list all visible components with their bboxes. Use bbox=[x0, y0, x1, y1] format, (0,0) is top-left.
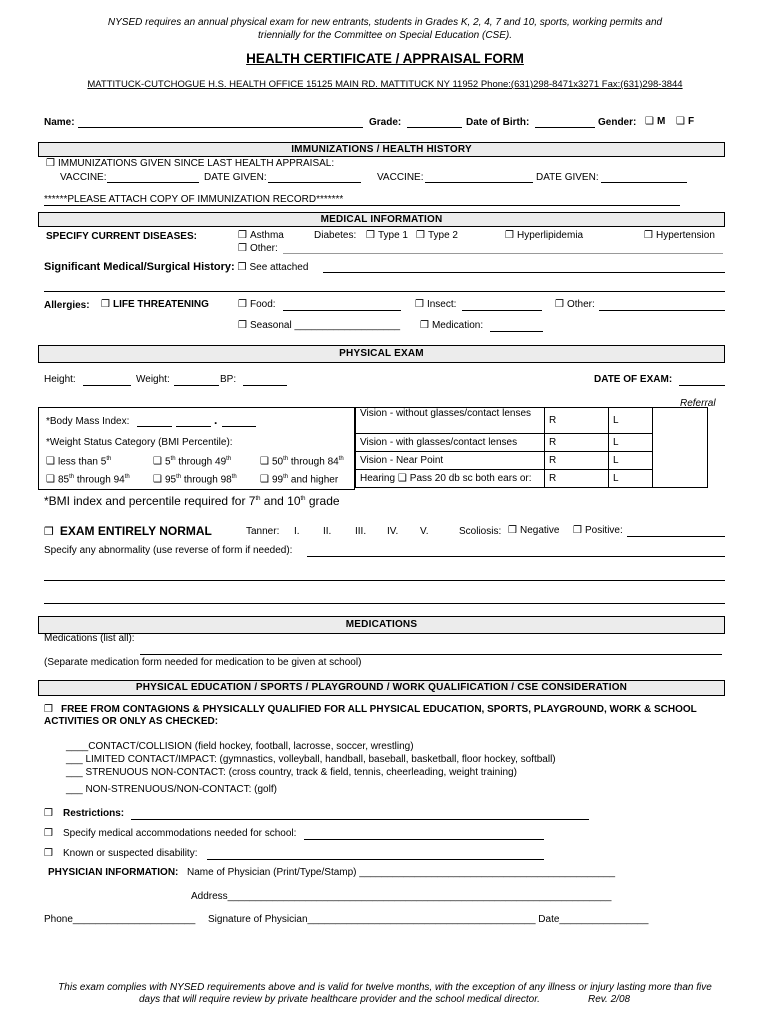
physician-signature-date-field[interactable]: Signature of Physician_________________________________________ Date________________ bbox=[208, 914, 649, 925]
height-label: Height: bbox=[44, 374, 76, 385]
medications-list-label: Medications (list all): bbox=[44, 633, 135, 644]
checkbox-icon: ❒ bbox=[420, 320, 429, 331]
name-label: Name: bbox=[44, 117, 75, 128]
hyperlipidemia-option[interactable] bbox=[505, 230, 583, 241]
percentile-option-5[interactable]: ❑ 95th through 98th bbox=[153, 474, 237, 486]
scoliosis-positive-option[interactable]: ❒ Positive: bbox=[573, 525, 623, 536]
weight-status-label: *Weight Status Category (BMI Percentile): bbox=[46, 437, 233, 448]
checkbox-icon: ❑ bbox=[46, 456, 55, 468]
seasonal-label: Seasonal ___________________ bbox=[249, 320, 401, 331]
restrictions-label: Restrictions: bbox=[62, 808, 125, 819]
accommodations-option[interactable] bbox=[44, 828, 296, 839]
tanner-stage-5[interactable]: V. bbox=[420, 526, 429, 537]
other-allergy-label: Other: bbox=[566, 299, 595, 310]
medications-heading: MEDICATIONS bbox=[38, 616, 725, 634]
insect-allergy-field[interactable] bbox=[462, 310, 542, 311]
restrictions-option[interactable] bbox=[44, 808, 124, 819]
exam-normal-label: EXAM ENTIRELY NORMAL bbox=[59, 524, 212, 538]
disability-field[interactable] bbox=[207, 859, 544, 860]
gender-male-option[interactable] bbox=[645, 116, 665, 127]
diabetes-type2-option[interactable] bbox=[416, 230, 458, 241]
bmi-field-1[interactable] bbox=[137, 426, 172, 427]
abnormality-field-1[interactable] bbox=[307, 556, 725, 557]
checkbox-icon: ❑ bbox=[153, 474, 162, 486]
bmi-label: *Body Mass Index: bbox=[46, 416, 130, 427]
life-threatening-option[interactable] bbox=[101, 299, 209, 310]
bmi-requirement-note: *BMI index and percentile required for 7th and 10th grade bbox=[44, 494, 340, 508]
bmi-field-2[interactable] bbox=[176, 426, 211, 427]
other-allergy-option[interactable] bbox=[555, 299, 595, 310]
physician-info-label: PHYSICIAN INFORMATION: bbox=[48, 867, 179, 878]
immunizations-given-label: IMMUNIZATIONS GIVEN SINCE LAST HEALTH APPRAISAL: bbox=[57, 158, 335, 169]
percentile-option-4[interactable]: ❑ 85th through 94th bbox=[46, 474, 130, 486]
height-field[interactable] bbox=[83, 385, 131, 386]
checkbox-icon: ❒ bbox=[44, 525, 54, 538]
table-row bbox=[356, 408, 708, 434]
gender-label: Gender: bbox=[598, 117, 637, 128]
checkbox-icon[interactable]: ❒ bbox=[237, 262, 247, 273]
referral-cell[interactable] bbox=[653, 408, 708, 488]
dob-label: Date of Birth: bbox=[466, 117, 530, 128]
accommodations-field[interactable] bbox=[304, 839, 544, 840]
vision-row-label: Vision - without glasses/contact lenses bbox=[356, 408, 545, 434]
strenuous-noncontact-item[interactable]: ___ STRENUOUS NON-CONTACT: (cross country, track & field, tennis, cheerleading, weight training) bbox=[66, 767, 517, 778]
medical-information-heading: MEDICAL INFORMATION bbox=[38, 212, 725, 227]
asthma-label: Asthma bbox=[249, 230, 284, 241]
asthma-option[interactable] bbox=[238, 230, 284, 241]
current-diseases-label: SPECIFY CURRENT DISEASES: bbox=[46, 231, 197, 242]
physical-exam-heading: PHYSICAL EXAM bbox=[38, 345, 725, 363]
attach-record-note: ******PLEASE ATTACH COPY OF IMMUNIZATION RECORD******* bbox=[44, 194, 344, 205]
vision-hearing-table bbox=[355, 407, 708, 488]
checkbox-icon: ❒ bbox=[366, 230, 375, 241]
other-allergy-field[interactable] bbox=[599, 310, 725, 311]
limited-contact-item[interactable]: ___ LIMITED CONTACT/IMPACT: (gymnastics, volleyball, handball, baseball, basketball, floor hockey, softball) bbox=[66, 754, 556, 765]
hypertension-label: Hypertension bbox=[655, 230, 715, 241]
vaccine-field-2[interactable] bbox=[425, 182, 533, 183]
medication-allergy-option[interactable] bbox=[420, 320, 483, 331]
grade-label: Grade: bbox=[369, 117, 402, 128]
checkbox-icon: ❒ bbox=[415, 299, 424, 310]
tanner-stage-4[interactable]: IV. bbox=[387, 526, 399, 537]
percentile-option-3[interactable]: ❑ 50th through 84th bbox=[260, 456, 344, 468]
see-attached-label: See attached bbox=[249, 262, 309, 273]
food-allergy-option[interactable] bbox=[238, 299, 276, 310]
checkbox-icon: ❑ bbox=[46, 474, 55, 486]
abnormality-field-2[interactable] bbox=[44, 580, 725, 581]
date-of-exam-field[interactable] bbox=[679, 385, 725, 386]
checkbox-icon: ❒ bbox=[44, 704, 53, 715]
disability-option[interactable] bbox=[44, 848, 198, 859]
nonstrenuous-item[interactable]: ___ NON-STRENUOUS/NON-CONTACT: (golf) bbox=[66, 784, 277, 795]
checkbox-icon: ❒ bbox=[101, 299, 110, 310]
medication-allergy-label: Medication: bbox=[431, 320, 484, 331]
checkbox-icon: ❒ bbox=[44, 808, 53, 819]
checkbox-icon: ❒ bbox=[508, 525, 517, 536]
medication-allergy-field[interactable] bbox=[490, 331, 543, 332]
checkbox-icon: ❑ bbox=[645, 116, 654, 127]
scoliosis-negative-option[interactable]: ❒ Negative bbox=[508, 525, 560, 536]
abnormality-field-3[interactable] bbox=[44, 603, 725, 604]
hyperlipidemia-label: Hyperlipidemia bbox=[516, 230, 584, 241]
dob-field[interactable] bbox=[535, 127, 595, 128]
gender-female-option[interactable] bbox=[676, 116, 694, 127]
checkbox-icon: ❒ bbox=[555, 299, 564, 310]
weight-label: Weight: bbox=[136, 374, 170, 385]
bmi-decimal: . bbox=[214, 413, 218, 427]
checkbox-icon: ❒ bbox=[573, 525, 582, 536]
food-allergy-field[interactable] bbox=[283, 310, 401, 311]
referral-label: Referral bbox=[680, 398, 716, 409]
bp-label: BP: bbox=[220, 374, 237, 385]
vision-l-cell[interactable]: L bbox=[609, 408, 653, 434]
name-field[interactable] bbox=[78, 127, 363, 128]
gender-male-label: M bbox=[656, 116, 666, 127]
immunizations-given[interactable] bbox=[46, 158, 334, 169]
vision-row-label: Vision - Near Point bbox=[356, 452, 545, 470]
insect-label: Insect: bbox=[426, 299, 457, 310]
date-of-exam-label: DATE OF EXAM: bbox=[594, 374, 673, 385]
footer-line1: This exam complies with NYSED requirements above and is valid for twelve months, with the exception of any illness or injury lasting more than five bbox=[58, 982, 712, 993]
medical-history-field[interactable] bbox=[323, 272, 725, 273]
free-from-contagions-label: FREE FROM CONTAGIONS & PHYSICALLY QUALIFIED FOR ALL PHYSICAL EDUCATION, SPORTS, PLAYGROUND, WORK & SCHOOL bbox=[60, 704, 697, 715]
checkbox-icon: ❒ bbox=[644, 230, 653, 241]
hypertension-option[interactable] bbox=[644, 230, 715, 241]
tanner-stage-1[interactable]: I. bbox=[294, 526, 300, 537]
other-disease-label: Other: bbox=[249, 243, 278, 254]
checkbox-icon: ❒ bbox=[238, 230, 247, 241]
allergies-label: Allergies: bbox=[44, 300, 90, 311]
pe-qualification-heading: PHYSICAL EDUCATION / SPORTS / PLAYGROUND / WORK QUALIFICATION / CSE CONSIDERATION bbox=[38, 680, 725, 696]
date-given-label-1: DATE GIVEN: bbox=[204, 172, 267, 183]
immunizations-heading: IMMUNIZATIONS / HEALTH HISTORY bbox=[38, 142, 725, 157]
vision-row-label: Vision - with glasses/contact lenses bbox=[356, 434, 545, 452]
life-threatening-label: LIFE THREATENING bbox=[112, 299, 209, 310]
type2-label: Type 2 bbox=[427, 230, 458, 241]
scoliosis-positive-field[interactable] bbox=[627, 536, 725, 537]
checkbox-icon: ❒ bbox=[44, 848, 53, 859]
date-given-label-2: DATE GIVEN: bbox=[536, 172, 599, 183]
medical-history-label: Significant Medical/Surgical History: bbox=[44, 261, 235, 273]
accommodations-label: Specify medical accommodations needed for school: bbox=[62, 828, 297, 839]
abnormality-label: Specify any abnormality (use reverse of form if needed): bbox=[44, 545, 293, 556]
diabetes-label: Diabetes: bbox=[314, 230, 357, 241]
bmi-field-3[interactable] bbox=[222, 426, 256, 427]
date-given-field-2[interactable] bbox=[601, 182, 687, 183]
insect-allergy-option[interactable] bbox=[415, 299, 456, 310]
grade-field[interactable] bbox=[407, 127, 462, 128]
checkbox-icon: ❑ bbox=[260, 474, 269, 486]
checkbox-icon: ❑ bbox=[676, 116, 685, 127]
contact-collision-item[interactable]: ____CONTACT/COLLISION (field hockey, football, lacrosse, soccer, wrestling) bbox=[66, 741, 414, 752]
bp-field[interactable] bbox=[243, 385, 287, 386]
physician-name-field[interactable]: Name of Physician (Print/Type/Stamp) ______________________________________________ bbox=[187, 867, 616, 878]
vision-r-cell[interactable]: R bbox=[545, 434, 609, 452]
physician-address-field[interactable]: Address_____________________________________________________________________ bbox=[191, 891, 612, 902]
tanner-stage-3[interactable]: III. bbox=[355, 526, 367, 537]
checkbox-icon: ❑ bbox=[153, 456, 162, 468]
attach-record-line[interactable] bbox=[44, 205, 680, 206]
vision-l-cell[interactable]: L bbox=[609, 434, 653, 452]
medical-history-field-2[interactable] bbox=[44, 291, 725, 292]
medical-history-row bbox=[44, 261, 308, 273]
footer-line2: days that will require review by private healthcare provider and the school medical director. bbox=[139, 994, 540, 1005]
checkbox-icon[interactable]: ❑ bbox=[397, 473, 407, 484]
vaccine-field-1[interactable] bbox=[107, 182, 199, 183]
checkbox-icon: ❒ bbox=[238, 243, 247, 254]
footer-revision: Rev. 2/08 bbox=[588, 994, 631, 1005]
checkbox-icon: ❑ bbox=[260, 456, 269, 468]
physician-phone-field[interactable]: Phone______________________ bbox=[44, 914, 196, 925]
other-disease-field[interactable] bbox=[283, 253, 723, 254]
type1-label: Type 1 bbox=[377, 230, 408, 241]
exam-normal-option[interactable] bbox=[44, 524, 212, 538]
percentile-option-1[interactable]: ❑ less than 5th bbox=[46, 456, 112, 468]
checkbox-icon: ❒ bbox=[44, 828, 53, 839]
checkbox-icon: ❒ bbox=[238, 299, 247, 310]
hearing-r-cell[interactable]: R bbox=[545, 470, 609, 488]
percentile-option-2[interactable]: ❑ 5th through 49th bbox=[153, 456, 232, 468]
checkbox-icon: ❒ bbox=[46, 158, 55, 169]
gender-female-label: F bbox=[687, 116, 695, 127]
restrictions-field[interactable] bbox=[131, 819, 589, 820]
food-label: Food: bbox=[249, 299, 276, 310]
checkbox-icon: ❒ bbox=[505, 230, 514, 241]
checkbox-icon: ❒ bbox=[416, 230, 425, 241]
other-disease-option[interactable] bbox=[238, 243, 278, 254]
seasonal-allergy-option[interactable] bbox=[238, 320, 400, 331]
vaccine-label-2: VACCINE: bbox=[377, 172, 424, 183]
separate-medication-note: (Separate medication form needed for medication to be given at school) bbox=[44, 657, 362, 668]
scoliosis-label: Scoliosis: bbox=[459, 526, 502, 537]
vision-l-cell[interactable]: L bbox=[609, 452, 653, 470]
form-title: HEALTH CERTIFICATE / APPRAISAL FORM bbox=[246, 51, 524, 66]
diabetes-type1-option[interactable] bbox=[366, 230, 408, 241]
vaccine-label-1: VACCINE: bbox=[60, 172, 107, 183]
vision-r-cell[interactable]: R bbox=[545, 408, 609, 434]
checkbox-icon: ❒ bbox=[238, 320, 247, 331]
disability-label: Known or suspected disability: bbox=[62, 848, 198, 859]
medications-field[interactable] bbox=[140, 654, 722, 655]
hearing-row-label: Hearing ❑ Pass 20 db sc both ears or: bbox=[356, 470, 545, 488]
free-from-contagions-line2: ACTIVITIES OR ONLY AS CHECKED: bbox=[44, 716, 219, 727]
date-given-field-1[interactable] bbox=[268, 182, 361, 183]
free-from-contagions-option[interactable] bbox=[44, 704, 697, 715]
hearing-l-cell[interactable]: L bbox=[609, 470, 653, 488]
tanner-stage-2[interactable]: II. bbox=[323, 526, 332, 537]
tanner-label: Tanner: bbox=[246, 526, 280, 537]
percentile-option-6[interactable]: ❑ 99th and higher bbox=[260, 474, 339, 486]
office-address: MATTITUCK-CUTCHOGUE H.S. HEALTH OFFICE 15125 MAIN RD. MATTITUCK NY 11952 Phone:(631)298-8471x3271 Fax:(631)298-3844 bbox=[87, 79, 683, 90]
weight-field[interactable] bbox=[174, 385, 219, 386]
header-note-line2: triennially for the Committee on Special Education (CSE). bbox=[257, 30, 512, 41]
header-note-line1: NYSED requires an annual physical exam for new entrants, students in Grades K, 2, 4, 7 and 10, sports, working permits and bbox=[107, 17, 663, 28]
vision-r-cell[interactable]: R bbox=[545, 452, 609, 470]
